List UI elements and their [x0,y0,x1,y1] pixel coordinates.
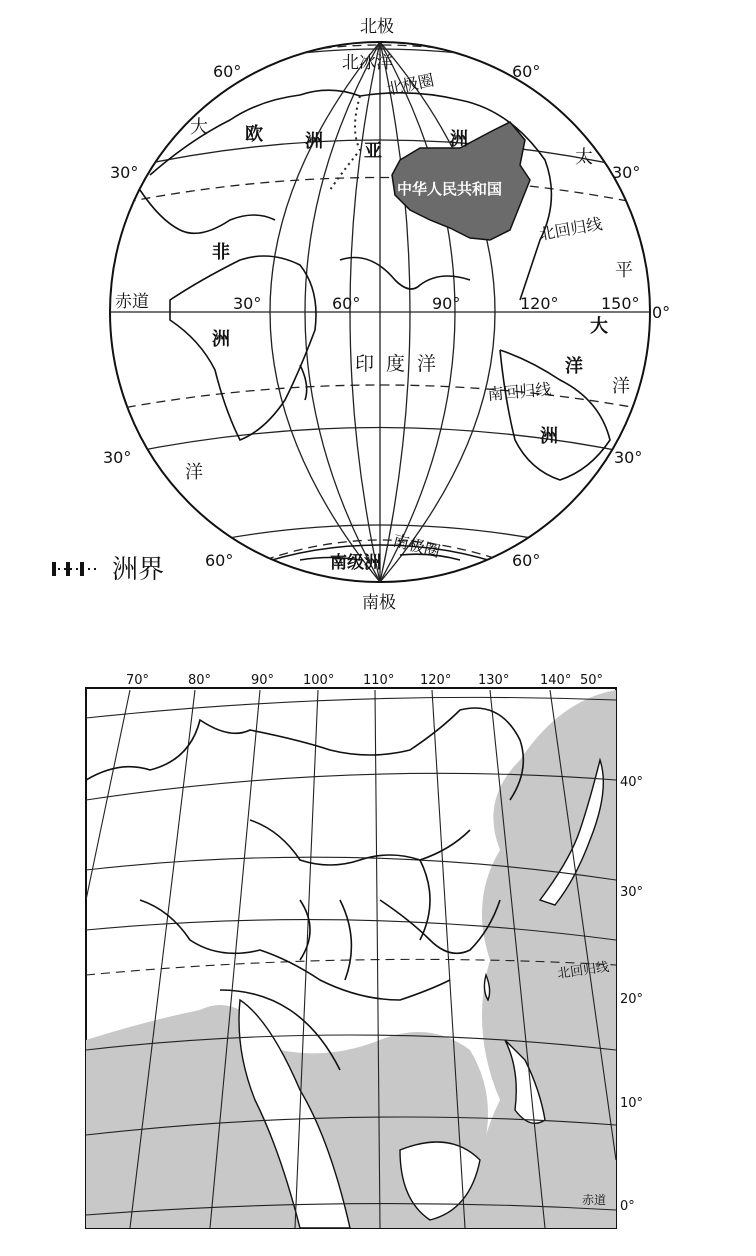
globe-map [52,17,670,613]
lon-60-label: 60° [332,294,361,313]
map-lon-70: 70° [126,673,150,688]
oceania-char-1: 大 [590,316,608,337]
map-lat-40: 40° [620,775,644,790]
pacific-char-1: 太 [575,147,593,168]
lat-60n-right: 60° [512,62,541,81]
map-lon-90: 90° [251,673,275,688]
lat-30n-left: 30° [110,163,139,182]
europe-char-1: 欧 [245,124,263,145]
atlantic-char-1: 大 [190,117,208,138]
map-lon-100: 100° [303,673,335,688]
asia-char-2: 洲 [450,129,468,150]
lat-60n-left: 60° [213,62,242,81]
map-lat-10: 10° [620,1096,644,1111]
africa-char-2: 洲 [212,329,230,350]
map-lon-150: 50° [580,673,604,688]
map-lon-120: 120° [420,673,452,688]
antarctic-circle-label: 南极圈 [390,530,443,562]
lat-60s-right: 60° [512,551,541,570]
lon-120-label: 120° [520,294,559,313]
south-pole-label: 南极 [362,593,396,613]
antarctica-label: 南级洲 [330,553,381,573]
arctic-circle-label: 北极圈 [384,70,436,99]
africa-char-1: 非 [212,242,230,263]
map-lat-0: 0° [620,1199,635,1214]
asia-char-1: 亚 [364,141,382,162]
continent-boundary-symbol [52,562,100,576]
north-pole-label: 北极 [360,17,394,37]
map-lon-140: 140° [540,673,572,688]
map-lon-80: 80° [188,673,212,688]
china-label: 中华人民共和国 [397,180,503,198]
lat-30s-left: 30° [103,448,132,467]
atlantic-char-2: 洋 [185,462,203,483]
oceania-char-2: 洋 [565,356,583,377]
map-equator-label: 赤道 [582,1193,607,1207]
map-tropic-label: 北回归线 [556,959,611,982]
equator-label: 赤道 [115,292,149,312]
tropic-capricorn-label: 南回归线 [486,379,553,404]
indian-ocean-label: 印度洋 [355,353,449,375]
pacific-char-3: 洋 [612,376,630,397]
legend-label: 洲界 [112,555,165,585]
arctic-ocean-label: 北冰洋 [342,53,393,73]
lat-30n-right: 30° [612,163,641,182]
map-lat-20: 20° [620,992,644,1007]
lat-60s-left: 60° [205,551,234,570]
lat-30s-right: 30° [614,448,643,467]
oceania-char-3: 洲 [540,426,558,447]
legend [52,555,164,585]
lon-90-label: 90° [432,294,461,313]
europe-char-2: 洲 [305,131,323,152]
lon-150-label: 150° [601,294,640,313]
map-lon-110: 110° [363,673,395,688]
lon-0-label: 0° [652,303,671,322]
map-lon-130: 130° [478,673,510,688]
regional-map [86,673,643,1228]
tropic-cancer-label: 北回归线 [537,214,604,244]
pacific-char-2: 平 [615,260,633,281]
lon-30-label: 30° [233,294,262,313]
map-lat-30: 30° [620,885,644,900]
